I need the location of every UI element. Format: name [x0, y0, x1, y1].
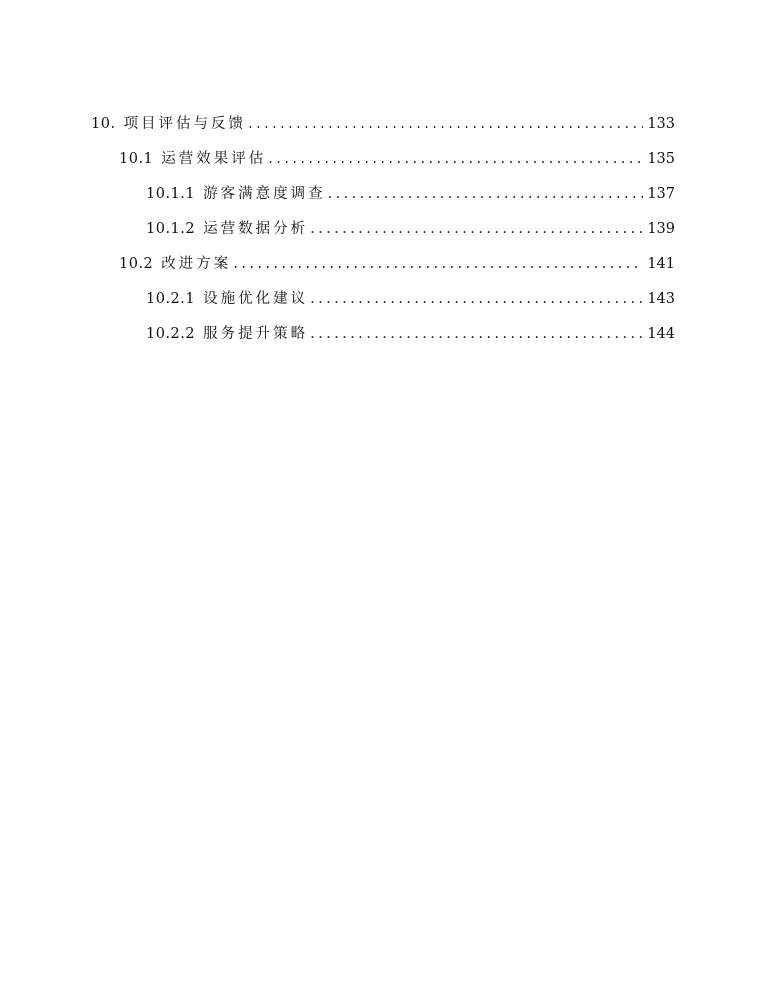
- toc-entry-title: 运营数据分析: [203, 221, 309, 237]
- toc-entry-page: 135: [647, 151, 675, 167]
- toc-entry-title: 游客满意度调查: [203, 186, 326, 202]
- toc-entry-page: 144: [647, 326, 675, 342]
- dot-leader: [268, 148, 643, 170]
- toc-entry-10-1-1[interactable]: [0, 183, 765, 218]
- toc-entry-number: 10.1.1: [146, 186, 196, 202]
- toc-entry-10-2[interactable]: [0, 253, 765, 288]
- toc-entry-number: 10.1: [119, 151, 154, 167]
- toc-entry-number: 10.1.2: [146, 221, 196, 237]
- toc-entry-number: 10.2: [119, 256, 154, 272]
- toc-entry-page: 143: [647, 291, 675, 307]
- toc-entry-page: 133: [647, 116, 675, 132]
- toc-entry-title: 改进方案: [161, 256, 232, 272]
- toc-entry-number: 10.2.2: [146, 326, 196, 342]
- toc-entry-title: 运营效果评估: [161, 151, 267, 167]
- toc-entry-10-2-2[interactable]: [0, 323, 765, 358]
- toc-entry-number: 10.: [91, 116, 116, 132]
- toc-entry-10[interactable]: [0, 113, 765, 148]
- dot-leader: [248, 113, 643, 135]
- toc-entry-title: 设施优化建议: [203, 291, 309, 307]
- toc-entry-title: 项目评估与反馈: [123, 116, 247, 132]
- toc-entry-page: 141: [647, 256, 675, 272]
- toc-entry-10-2-1[interactable]: [0, 288, 765, 323]
- toc-entry-page: 139: [647, 221, 675, 237]
- dot-leader: [310, 288, 643, 310]
- dot-leader: [310, 323, 643, 345]
- toc-entry-title: 服务提升策略: [203, 326, 309, 342]
- dot-leader: [233, 253, 643, 275]
- table-of-contents: [0, 113, 765, 358]
- toc-entry-10-1[interactable]: [0, 148, 765, 183]
- toc-entry-page: 137: [647, 186, 675, 202]
- dot-leader: [310, 218, 643, 240]
- toc-entry-number: 10.2.1: [146, 291, 196, 307]
- toc-entry-10-1-2[interactable]: [0, 218, 765, 253]
- dot-leader: [328, 183, 644, 205]
